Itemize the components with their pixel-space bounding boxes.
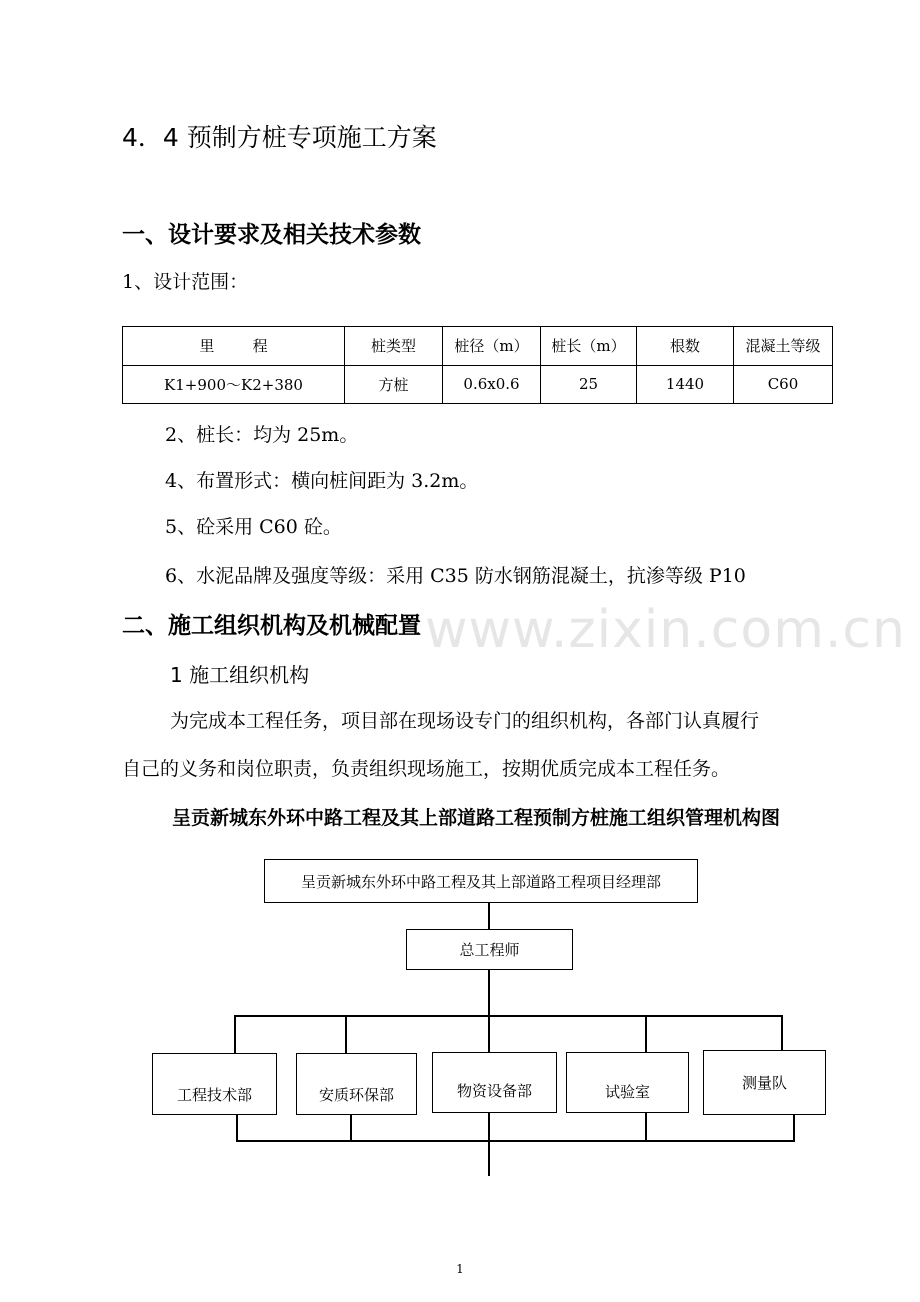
dept-box-engineering — [152, 1053, 277, 1115]
page-number: 1 — [456, 1262, 464, 1276]
watermark: www.zixin.com.cn — [425, 600, 906, 660]
chief-engineer-box — [406, 929, 573, 970]
project-manager-dept-box — [264, 859, 698, 903]
dept-label: 安质环保部 — [318, 1086, 394, 1104]
dept-label: 测量队 — [741, 1074, 787, 1092]
cell-concrete-grade: C60 — [734, 365, 833, 404]
bottom-stem-line — [488, 1140, 490, 1176]
dept-box-safety-quality — [296, 1053, 417, 1115]
cell-pile-length: 25 — [541, 365, 637, 404]
dept-label: 工程技术部 — [176, 1086, 252, 1104]
item-2-text: 2、桩长：均为 25m。 — [165, 424, 359, 446]
header-pile-diameter: 桩径（m） — [443, 327, 541, 366]
cell-pile-diameter: 0.6x0.6 — [443, 365, 541, 404]
riser-line-4 — [645, 1112, 647, 1141]
connector-second-to-bus — [488, 969, 490, 1016]
project-manager-dept-label: 呈贡新城东外环中路工程及其上部道路工程项目经理部 — [300, 872, 661, 891]
upper-bus-line — [234, 1015, 782, 1017]
dept-box-materials — [432, 1052, 557, 1113]
header-pile-length: 桩长（m） — [541, 327, 637, 366]
chief-engineer-label: 总工程师 — [459, 941, 520, 959]
section-1-heading: 一、设计要求及相关技术参数 — [122, 222, 421, 248]
table-header-row — [123, 327, 833, 366]
header-count: 根数 — [637, 327, 734, 366]
dept-box-laboratory — [566, 1052, 689, 1113]
table-row — [123, 365, 833, 404]
org-chart-title: 呈贡新城东外环中路工程及其上部道路工程预制方桩施工组织管理机构图 — [171, 807, 780, 829]
drop-line-5 — [781, 1015, 783, 1051]
connector-top-to-second — [488, 902, 490, 930]
section-2-heading: 二、施工组织机构及机械配置 — [122, 613, 421, 639]
document-title: 4．4 预制方桩专项施工方案 — [122, 123, 437, 152]
riser-line-1 — [236, 1114, 238, 1141]
drop-line-1 — [234, 1015, 236, 1054]
cell-pile-type: 方桩 — [345, 365, 443, 404]
riser-line-5 — [793, 1114, 795, 1141]
item-4-text: 4、布置形式：横向桩间距为 3.2m。 — [165, 470, 479, 492]
item-6-text: 6、水泥品牌及强度等级：采用 C35 防水钢筋混凝土，抗渗等级 P10 — [165, 565, 746, 587]
drop-line-3 — [488, 1015, 490, 1053]
riser-line-2 — [350, 1114, 352, 1141]
item-5-text: 5、砼采用 C60 砼。 — [165, 516, 342, 538]
parameters-table — [122, 326, 833, 404]
dept-label: 试验室 — [604, 1083, 650, 1101]
header-pile-type: 桩类型 — [345, 327, 443, 366]
drop-line-4 — [645, 1015, 647, 1053]
dept-box-survey-team — [703, 1050, 826, 1115]
subsection-1-heading: 1 施工组织机构 — [170, 663, 310, 687]
lower-bus-line — [236, 1140, 795, 1142]
cell-count: 1440 — [637, 365, 734, 404]
header-concrete-grade: 混凝土等级 — [734, 327, 833, 366]
header-mileage: 里 程 — [123, 327, 345, 366]
body-paragraph-line-2: 自己的义务和岗位职责，负责组织现场施工，按期优质完成本工程任务。 — [122, 758, 731, 780]
drop-line-2 — [345, 1015, 347, 1054]
riser-line-3 — [488, 1112, 490, 1141]
body-paragraph-line-1: 为完成本工程任务，项目部在现场设专门的组织机构，各部门认真履行 — [170, 710, 760, 732]
item-1-text: 1、设计范围： — [122, 271, 249, 293]
cell-mileage: K1+900～K2+380 — [123, 365, 345, 404]
dept-label: 物资设备部 — [456, 1082, 532, 1100]
